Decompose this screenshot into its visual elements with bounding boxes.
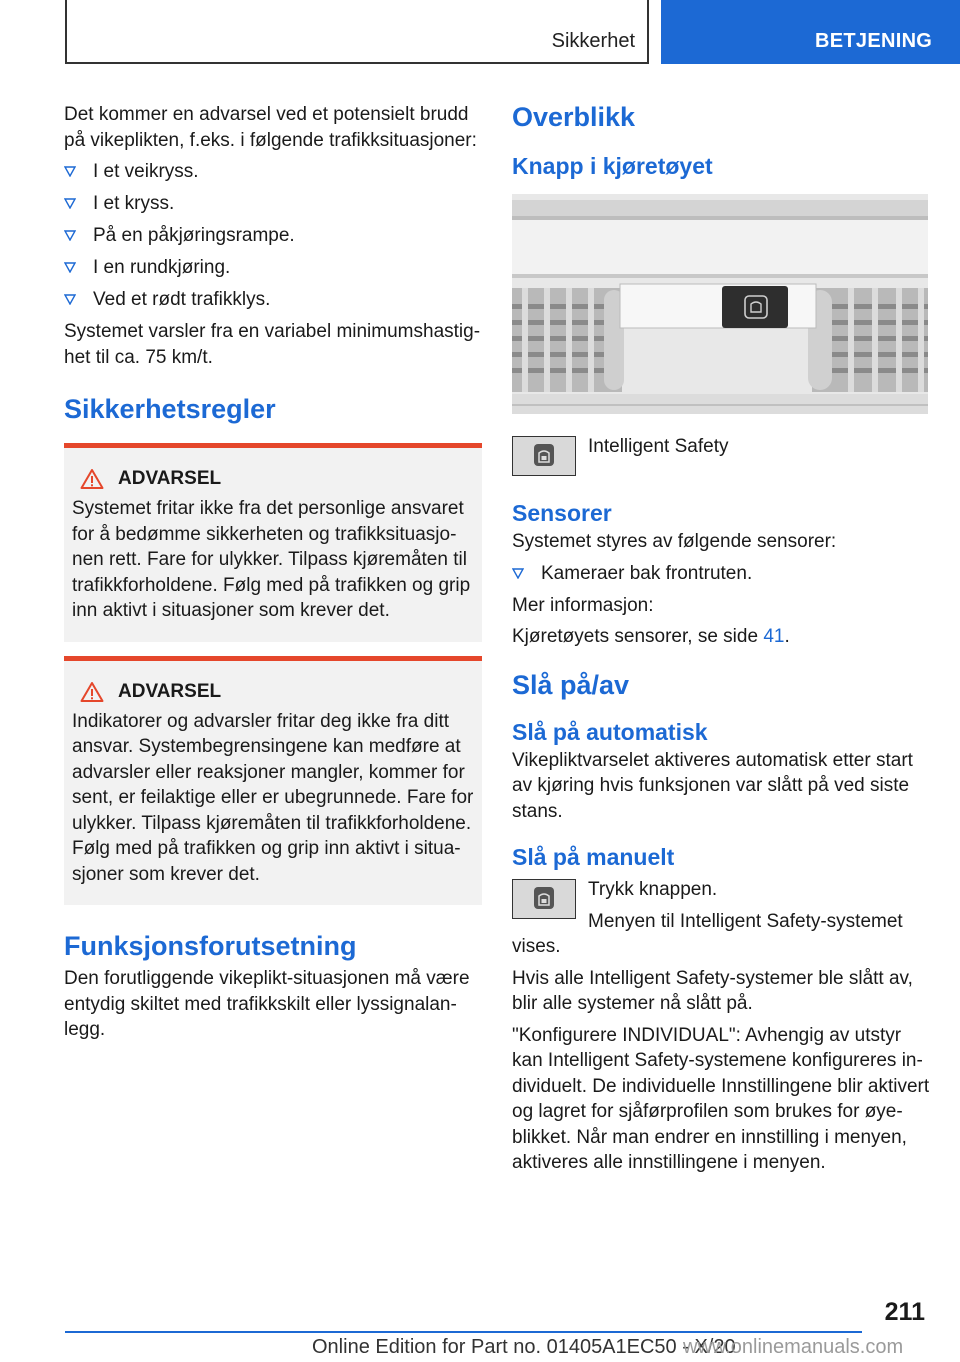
manual-paragraph-1: Hvis alle Intelligent Safety-systemer ble slått av, blir alle systemer nå slått på. (512, 967, 913, 1014)
list-item: Kameraer bak frontruten. (512, 561, 930, 587)
warning-text: Indikatorer og advarsler fritar deg ikke fra ditt ansvar. Systembegrensingene kan medføre at advarsler eller reaksjoner mangler, kommer for sent, er feilaktige eller er ubegrunnede. Fare for ulykker. Tilpass kjøremåten til trafikkforholdene. Følg med på trafikken og grip inn aktivt i situasjoner som krever det. (72, 710, 474, 885)
auto-heading: Slå på automatisk (512, 718, 708, 745)
footer-watermark: www.onlinemanuals.com (683, 1336, 904, 1358)
left-column (64, 102, 482, 1049)
list-item: I et kryss. (64, 191, 482, 217)
precondition-paragraph: Den forutliggende vikeplikt-situasjonen må være entydig skiltet med trafikkskilt eller lyssignalanlegg. (64, 968, 470, 1040)
warning-box (64, 443, 482, 642)
triangle-bullet-icon (512, 568, 524, 579)
sensors-paragraph: Systemet styres av følgende sensorer: (512, 531, 837, 552)
manual-step-block (512, 877, 930, 960)
overview-heading: Overblikk (512, 102, 636, 132)
sensors-reference: Kjøretøyets sensorer, se side 41. (512, 626, 790, 647)
sensors-heading: Sensorer (512, 500, 612, 526)
header-chapter-label: BETJENING (815, 30, 933, 52)
header-section-box (65, 0, 649, 64)
manual-step-1: Trykk knappen. (588, 879, 718, 900)
list-item: I en rundkjøring. (64, 255, 482, 281)
warning-title: ADVARSEL (72, 468, 474, 490)
header-section-label: Sikkerhet (551, 30, 635, 52)
list-item: Ved et rødt trafikklys. (64, 287, 482, 313)
button-legend-row (512, 432, 930, 476)
auto-paragraph: Vikepliktvarselet aktiveres automatisk etter start av kjøring hvis funksjonen var slått på ved siste stans. (512, 749, 913, 822)
right-column (512, 102, 930, 1182)
manual-paragraph-2: "Konfigurere INDIVIDUAL": Avhengig av utstyr kan Intelligent Safety-systemene konfigureres individuelt. De individuelle Innstillingene blir aktivert og lagret for sjåførprofilen som brukes for øyeblikket. Når man endrer en innstilling i menyen, aktiveres alle innstillingene i menyen. (512, 1024, 930, 1173)
triangle-bullet-icon (64, 198, 76, 209)
safety-heading: Sikkerhetsregler (64, 394, 276, 424)
list-item: I et veikryss. (64, 159, 482, 185)
page-link[interactable]: 41 (763, 626, 785, 647)
manual-step-2: Menyen til Intelligent Safety-systemet vises. (512, 910, 903, 957)
warning-triangle-icon (80, 468, 104, 490)
onoff-heading: Slå på/av (512, 669, 630, 700)
warning-triangle-icon (80, 681, 104, 703)
situations-list (64, 159, 482, 313)
more-info-text: Mer informasjon: (512, 594, 654, 616)
manual-heading: Slå på manuelt (512, 844, 675, 870)
intelligent-safety-button-icon (512, 436, 576, 476)
triangle-bullet-icon (64, 262, 76, 273)
page-number: 211 (884, 1298, 925, 1326)
header-chapter-tab (661, 0, 960, 64)
triangle-bullet-icon (64, 230, 76, 241)
triangle-bullet-icon (64, 166, 76, 177)
sensors-list (512, 561, 930, 587)
triangle-bullet-icon (64, 294, 76, 305)
intelligent-safety-button-icon (512, 879, 576, 919)
warning-text: Systemet fritar ikke fra det personlige ansvaret for å bedømme sikkerheten og trafikksituasjonen rett. Fare for ulykker. Tilpass kjøremåten til trafikkforholdene. Følg med på trafikken og grip inn aktivt i situasjoner som krever det. (72, 498, 471, 621)
footer-divider (65, 1331, 862, 1333)
button-label: Intelligent Safety (588, 436, 729, 457)
precondition-heading: Funksjonsforutsetning (64, 931, 357, 961)
warning-title: ADVARSEL (72, 681, 474, 703)
speed-paragraph: Systemet varsler fra en variabel minimumshastighet til ca. 75 km/t. (64, 321, 481, 368)
dashboard-button-photo (512, 194, 928, 414)
list-item: På en påkjøringsrampe. (64, 223, 482, 249)
footer-edition: Online Edition for Part no. 01405A1EC50 - X/20 (312, 1336, 736, 1358)
intro-paragraph: Det kommer en advarsel ved et potensielt brudd på vikeplikten, f.eks. i følgende trafikksituasjoner: (64, 104, 477, 151)
button-heading: Knapp i kjøretøyet (512, 153, 713, 179)
warning-box (64, 656, 482, 906)
